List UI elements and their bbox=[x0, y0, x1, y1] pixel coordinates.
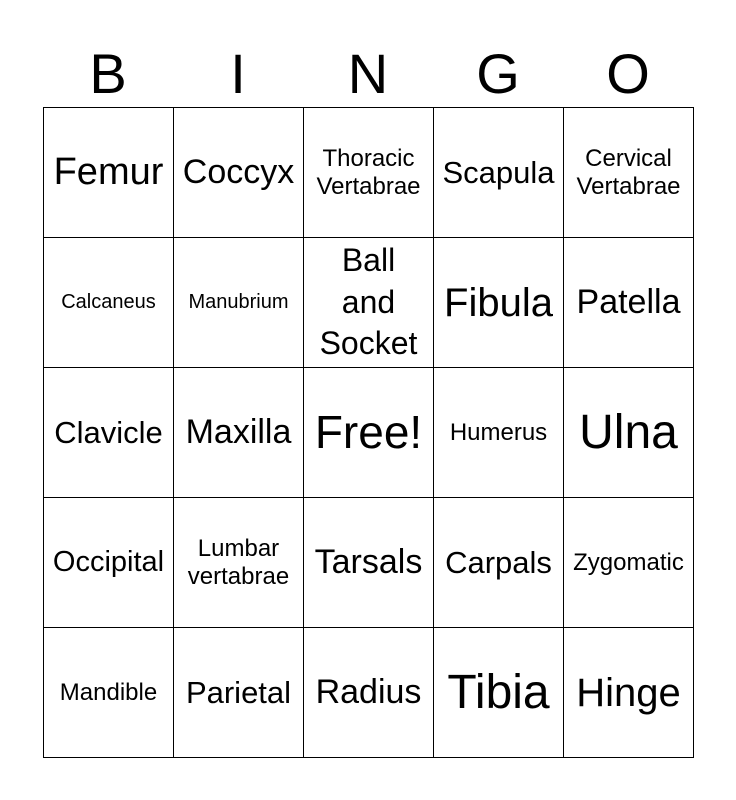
bingo-cell[interactable] bbox=[174, 628, 304, 758]
cell-label: Carpals bbox=[445, 544, 552, 580]
bingo-cell[interactable] bbox=[564, 368, 694, 498]
bingo-cell[interactable] bbox=[174, 498, 304, 628]
cell-label: Fibula bbox=[444, 280, 553, 325]
cell-label: Clavicle bbox=[54, 414, 163, 450]
bingo-cell[interactable] bbox=[564, 628, 694, 758]
cell-label: Lumbar vertabrae bbox=[187, 534, 290, 590]
cell-label: Scapula bbox=[442, 154, 555, 190]
cell-label: Radius bbox=[315, 672, 422, 711]
bingo-board bbox=[43, 107, 694, 758]
bingo-cell[interactable] bbox=[44, 498, 174, 628]
bingo-cell[interactable] bbox=[44, 628, 174, 758]
cell-label: Manubrium bbox=[188, 291, 289, 313]
bingo-cell[interactable] bbox=[564, 498, 694, 628]
cell-label: Thoracic Vertabrae bbox=[316, 144, 421, 200]
bingo-cell[interactable] bbox=[434, 498, 564, 628]
cell-label: Humerus bbox=[449, 418, 548, 446]
bingo-cell[interactable] bbox=[174, 108, 304, 238]
cell-label: Tarsals bbox=[314, 542, 423, 581]
free-space[interactable] bbox=[304, 368, 434, 498]
bingo-header bbox=[43, 40, 693, 108]
bingo-cell[interactable] bbox=[434, 368, 564, 498]
cell-label: Coccyx bbox=[182, 152, 295, 191]
header-letter-o: O bbox=[606, 42, 650, 105]
cell-label: Zygomatic bbox=[573, 548, 684, 576]
header-letter-n: N bbox=[347, 42, 389, 105]
bingo-cell[interactable] bbox=[174, 238, 304, 368]
cell-label: Ball and Socket bbox=[319, 242, 418, 362]
bingo-cell[interactable] bbox=[304, 498, 434, 628]
cell-label: Ulna bbox=[579, 405, 678, 459]
cell-label: Tibia bbox=[447, 665, 550, 719]
cell-label: Cervical Vertabrae bbox=[576, 144, 681, 200]
bingo-cell[interactable] bbox=[434, 108, 564, 238]
cell-label: Calcaneus bbox=[61, 291, 156, 313]
bingo-cell[interactable] bbox=[304, 238, 434, 368]
cell-label: Hinge bbox=[576, 670, 681, 715]
cell-label: Parietal bbox=[185, 674, 292, 710]
cell-label: Mandible bbox=[59, 678, 158, 706]
bingo-cell[interactable] bbox=[304, 628, 434, 758]
cell-label: Patella bbox=[576, 282, 681, 321]
header-letter-i: I bbox=[230, 42, 246, 105]
bingo-cell[interactable] bbox=[304, 108, 434, 238]
bingo-cell[interactable] bbox=[564, 238, 694, 368]
bingo-cell[interactable] bbox=[434, 238, 564, 368]
cell-label: Femur bbox=[53, 150, 164, 193]
cell-label: Occipital bbox=[52, 545, 165, 578]
bingo-cell[interactable] bbox=[174, 368, 304, 498]
bingo-cell[interactable] bbox=[564, 108, 694, 238]
cell-label: Free! bbox=[314, 406, 423, 459]
bingo-cell[interactable] bbox=[44, 368, 174, 498]
bingo-cell[interactable] bbox=[44, 108, 174, 238]
bingo-cell[interactable] bbox=[44, 238, 174, 368]
header-letter-g: G bbox=[476, 42, 520, 105]
bingo-cell[interactable] bbox=[434, 628, 564, 758]
header-letter-b: B bbox=[89, 42, 127, 105]
cell-label: Maxilla bbox=[185, 412, 292, 451]
